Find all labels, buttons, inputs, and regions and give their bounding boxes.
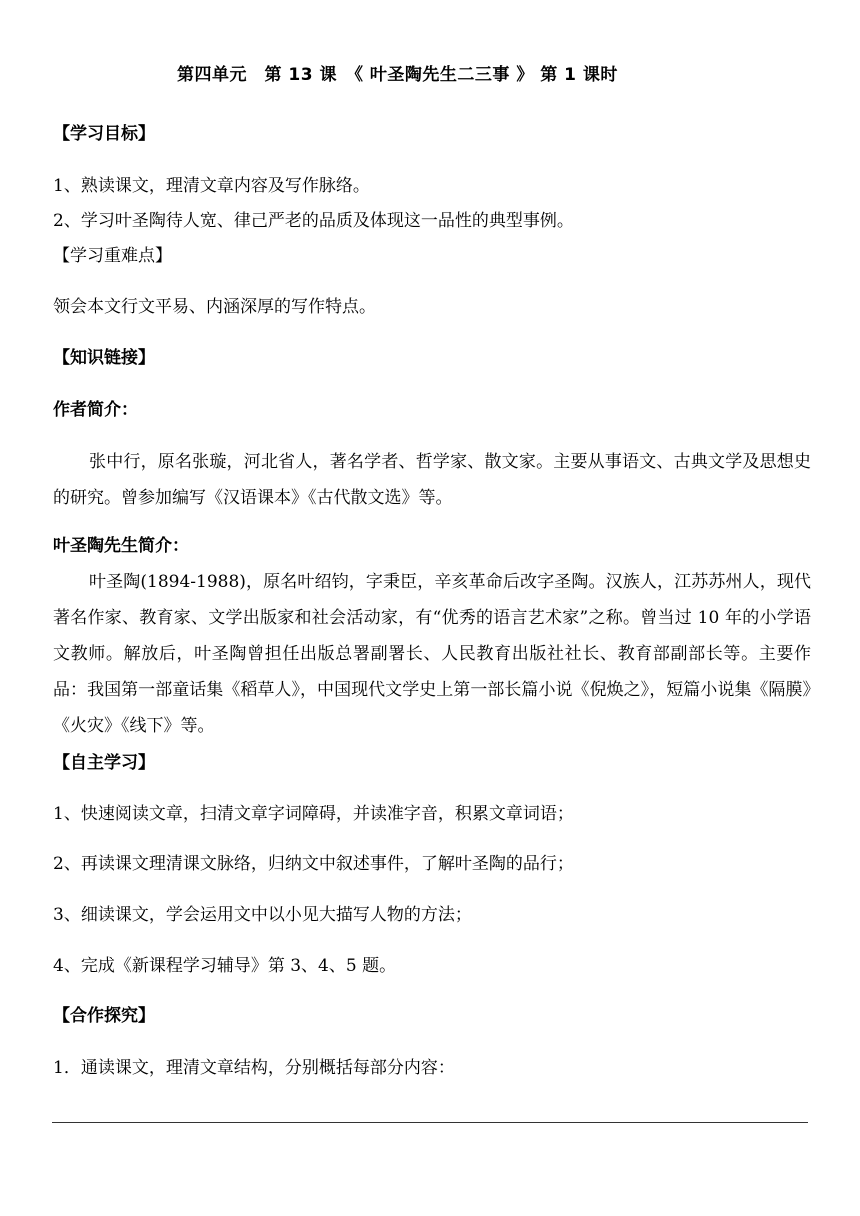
section-heading-self-study: 【自主学习】 — [53, 753, 155, 773]
ye-shengtao-heading: 叶圣陶先生简介： — [53, 536, 189, 556]
author-intro-paragraph: 张中行，原名张璇，河北省人，著名学者、哲学家、散文家。主要从事语文、古典文学及思想史的研究。曾参加编写《汉语课本》《古代散文选》等。 — [53, 452, 811, 508]
self-study-item: 2、再读课文理清课文脉络，归纳文中叙述事件，了解叶圣陶的品行； — [53, 854, 574, 874]
self-study-item: 4、完成《新课程学习辅导》第 3、4、5 题。 — [53, 956, 397, 976]
answer-line — [52, 1122, 808, 1123]
section-heading-knowledge: 【知识链接】 — [53, 348, 155, 368]
section-heading-cooperative: 【合作探究】 — [53, 1006, 155, 1026]
key-points-text: 领会本文行文平易、内涵深厚的写作特点。 — [53, 297, 376, 317]
author-heading: 作者简介： — [53, 400, 138, 420]
goal-item: 1、熟读课文，理清文章内容及写作脉络。 — [53, 176, 370, 196]
self-study-item: 3、细读课文，学会运用文中以小见大描写人物的方法； — [53, 905, 472, 925]
goal-item: 2、学习叶圣陶待人宽、律己严老的品质及体现这一品性的典型事例。 — [53, 211, 574, 231]
cooperative-item: 1．通读课文，理清文章结构，分别概括每部分内容： — [53, 1058, 455, 1078]
section-heading-key-points: 【学习重难点】 — [53, 246, 172, 266]
document-title: 第四单元 第 13 课 《 叶圣陶先生二三事 》 第 1 课时 — [177, 65, 618, 85]
ye-shengtao-intro-paragraph: 叶圣陶(1894-1988)，原名叶绍钧，字秉臣，辛亥革命后改字圣陶。汉族人，江苏苏州人，现代著名作家、教育家、文学出版家和社会活动家，有“优秀的语言艺术家”之称。曾当过 10 年的小学语文教师。解放后，叶圣陶曾担任出版总署副署长、人民教育出版社社长、教育部副部长等。主要作品：我国第一部童话集《稻草人》，中国现代文学史上第一部长篇小说《倪焕之》，短篇小说集《隔膜》《火灾》《线下》等。 — [53, 572, 811, 736]
section-heading-goals: 【学习目标】 — [53, 124, 155, 144]
self-study-item: 1、快速阅读文章，扫清文章字词障碍，并读准字音，积累文章词语； — [53, 804, 574, 824]
